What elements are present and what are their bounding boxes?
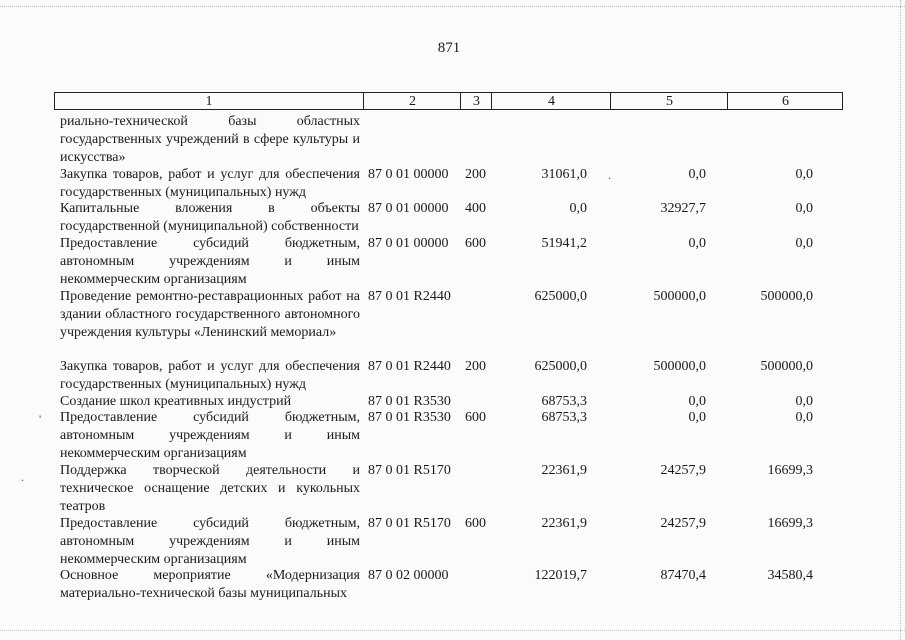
row-value-col4: 22361,9 [541,463,587,478]
row-name: Предоставление субсидий бюджетным, автономным учреждениям и иным некоммерческим организациям [60,236,360,287]
row-name: Предоставление субсидий бюджетным, автономным учреждениям и иным некоммерческим организациям [60,516,360,567]
row-vr: 400 [465,201,486,216]
row-vr: 600 [465,516,486,531]
row-name: Проведение ремонтно-реставрационных работ на здании областного государственного автономного учреждения культуры «Ленинский мемориал» [60,289,360,340]
row-name: Закупка товаров, работ и услуг для обеспечения государственных (муниципальных) нужд [60,359,360,392]
row-name: Основное мероприятие «Модернизация материально-технической базы муниципальных [60,568,360,601]
row-value-col6: 0,0 [795,167,813,182]
row-name: Создание школ креативных индустрий [60,394,292,409]
row-value-col5: 500000,0 [653,359,706,374]
row-value-col6: 0,0 [795,201,813,216]
row-value-col6: 0,0 [795,394,813,409]
header-col-3: 3 [460,93,492,109]
header-col-6: 6 [727,93,843,109]
scan-speck-mark: . [21,470,24,484]
row-value-col5: 32927,7 [660,201,706,216]
header-col-5: 5 [610,93,728,109]
row-vr: 600 [465,410,486,425]
scan-edge-top [0,6,905,8]
header-col-2: 2 [363,93,461,109]
row-code: 87 0 01 00000 [368,236,449,251]
row-code: 87 0 01 R2440 [368,359,451,374]
row-code: 87 0 01 R3530 [368,394,451,409]
row-value-col5: 0,0 [688,410,706,425]
page-number: 871 [437,40,461,56]
row-value-col5: 87470,4 [660,568,706,583]
row-value-col4: 625000,0 [534,359,587,374]
row-value-col6: 34580,4 [767,568,813,583]
row-code: 87 0 01 00000 [368,167,449,182]
row-code: 87 0 01 R3530 [368,410,451,425]
row-value-col4: 68753,3 [541,410,587,425]
row-value-col5: 0,0 [688,394,706,409]
header-col-1: 1 [205,94,213,109]
header-col-4: 4 [491,93,611,109]
scan-edge-right [900,0,902,640]
row-value-col6: 0,0 [795,236,813,251]
row-name: Поддержка творческой деятельности и техническое оснащение детских и кукольных театров [60,463,360,514]
row-code: 87 0 02 00000 [368,568,449,583]
row-value-col6: 0,0 [795,410,813,425]
row-value-col4: 51941,2 [541,236,587,251]
row-value-col4: 22361,9 [541,516,587,531]
row-code: 87 0 01 00000 [368,201,449,216]
row-value-col6: 16699,3 [767,516,813,531]
scan-speck-mark: . [608,168,611,182]
row-name: Капитальные вложения в объекты государственной (муниципальной) собственности [60,201,360,234]
scan-speck-mark: ' [39,412,42,426]
row-name: Закупка товаров, работ и услуг для обеспечения государственных (муниципальных) нужд [60,167,360,200]
row-value-col4: 0,0 [569,201,587,216]
row-vr: 200 [465,359,486,374]
row-value-col5: 0,0 [688,167,706,182]
row-code: 87 0 01 R5170 [368,516,451,531]
budget-table [54,92,843,601]
row-vr: 600 [465,236,486,251]
row-name: Предоставление субсидий бюджетным, автономным учреждениям и иным некоммерческим организациям [60,410,360,461]
row-value-col6: 500000,0 [760,359,813,374]
row-value-col5: 500000,0 [653,289,706,304]
row-code: 87 0 01 R2440 [368,289,451,304]
row-code: 87 0 01 R5170 [368,463,451,478]
table-header-row [54,92,843,110]
row-value-col5: 24257,9 [660,463,706,478]
scan-edge-bottom [0,630,905,632]
row-value-col4: 122019,7 [534,568,587,583]
row-vr: 200 [465,167,486,182]
row-value-col4: 31061,0 [541,167,587,182]
row-value-col6: 500000,0 [760,289,813,304]
row-name: риально-технической базы областных государственных учреждений в сфере культуры и искусства» [60,114,360,165]
row-value-col4: 68753,3 [541,394,587,409]
row-value-col6: 16699,3 [767,463,813,478]
row-value-col4: 625000,0 [534,289,587,304]
row-value-col5: 24257,9 [660,516,706,531]
row-value-col5: 0,0 [688,236,706,251]
